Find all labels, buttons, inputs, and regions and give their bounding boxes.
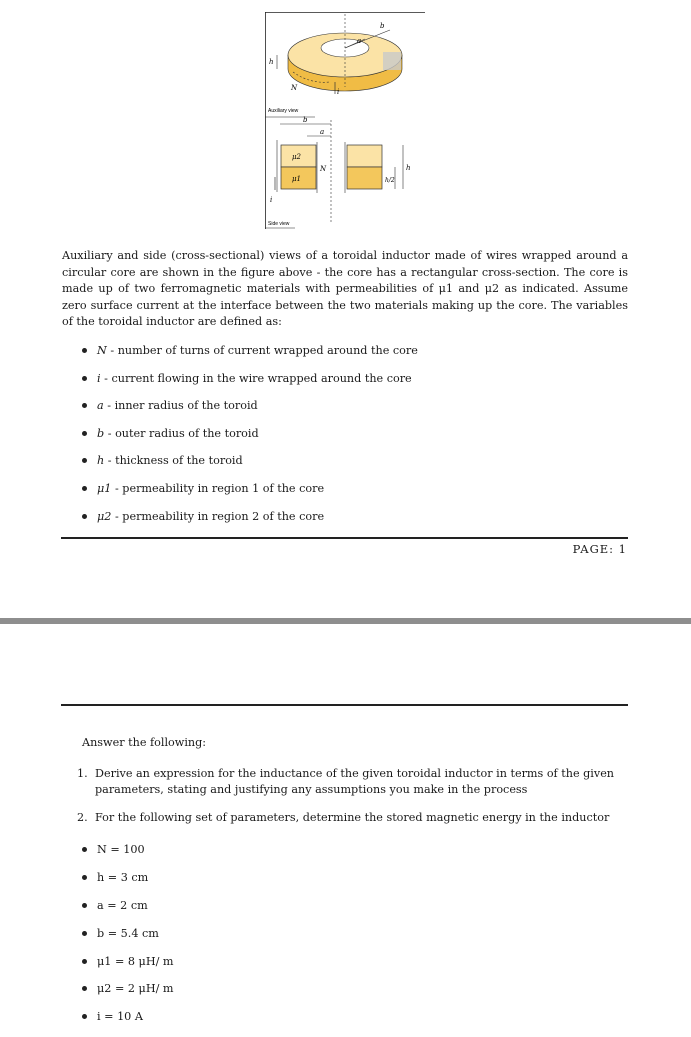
list-item: i - current flowing in the wire wrapped around the core [82, 371, 418, 399]
list-item: a - inner radius of the toroid [82, 398, 418, 426]
page-footer-rule [61, 537, 628, 539]
label-b-aux: b [380, 22, 385, 30]
label-i-side: i [270, 196, 273, 204]
page-header-rule [61, 704, 628, 706]
label-h-side: h [406, 164, 411, 172]
label-a-aux: a [357, 37, 362, 45]
list-item: h - thickness of the toroid [82, 453, 418, 481]
list-item: μ1 = 8 μH/ m [82, 954, 174, 982]
label-h-aux: h [269, 58, 274, 66]
question-item: 1. Derive an expression for the inductance of the given toroidal inductor in terms of the given parameters, stating and justifying any assumptions you make in the process [77, 767, 615, 797]
side-view-label: Side view [268, 221, 290, 227]
toroid-side-view [275, 120, 403, 222]
question-list [77, 766, 628, 837]
list-item: b - outer radius of the toroid [82, 426, 418, 454]
label-i-aux: i [337, 88, 340, 96]
list-item: b = 5.4 cm [82, 926, 174, 954]
label-a-side: a [320, 128, 325, 136]
label-b-side: b [303, 116, 308, 124]
list-item: N - number of turns of current wrapped around the core [82, 343, 418, 371]
list-item: a = 2 cm [82, 898, 174, 926]
list-item: h = 3 cm [82, 870, 174, 898]
aux-view-label: Auxiliary view [268, 108, 299, 114]
list-item: μ1 - permeability in region 1 of the core [82, 481, 418, 509]
label-mu2: μ2 [292, 153, 302, 161]
parameter-list [82, 842, 174, 1037]
list-item: i = 10 A [82, 1009, 174, 1037]
variable-list [82, 343, 418, 536]
label-mu1: μ1 [292, 175, 302, 183]
toroid-figure [265, 12, 425, 229]
answer-heading: Answer the following: [82, 736, 207, 749]
page-number: PAGE: 1 [572, 542, 627, 556]
list-item: μ2 = 2 μH/ m [82, 981, 174, 1009]
label-N-side: N [320, 165, 327, 173]
label-N-aux: N [291, 84, 298, 92]
list-item: μ2 - permeability in region 2 of the core [82, 509, 418, 537]
question-item: 2. For the following set of parameters, determine the stored magnetic energy in the inductor [77, 810, 610, 824]
label-h2-side: h/2 [385, 177, 395, 184]
intro-paragraph: Auxiliary and side (cross-sectional) views of a toroidal inductor made of wires wrapped around a circular core are shown in the figure above - the core has a rectangular cross-section. The core is made up of two ferromagnetic materials with permeabilities of μ1 and μ2 as indicated. Assume zero surface current at the interface between the two materials making up the core. The variables of the toroidal inductor are defined as: [62, 249, 628, 329]
list-item: N = 100 [82, 842, 174, 870]
